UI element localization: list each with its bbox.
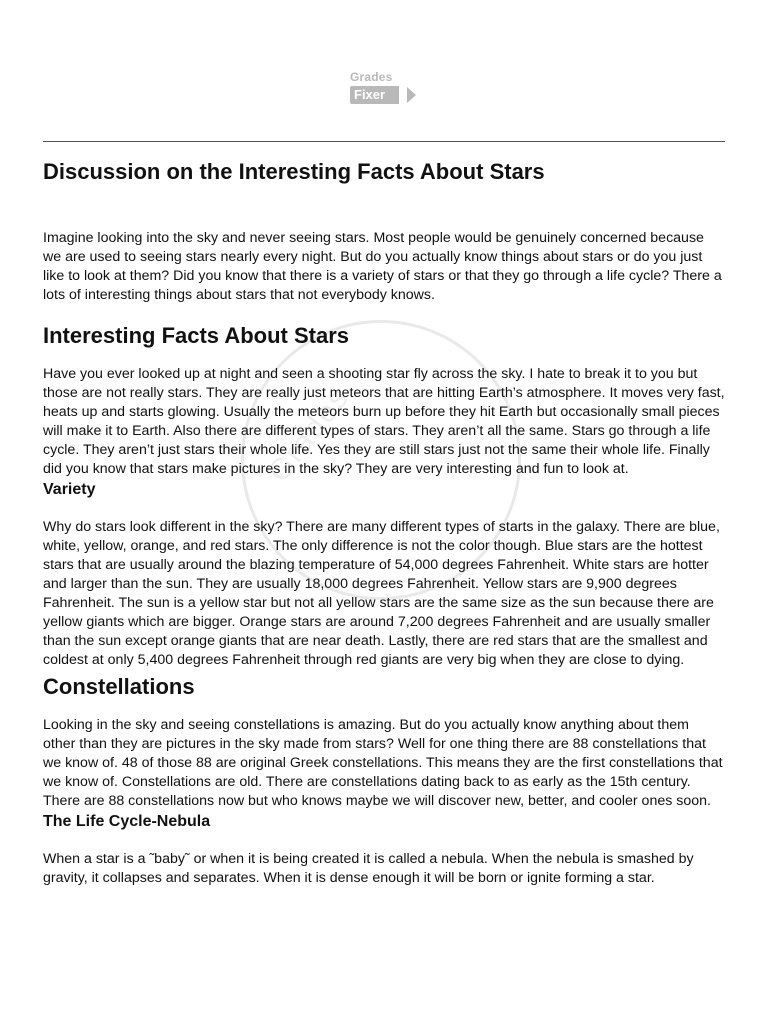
document-body (43, 155, 725, 888)
section-heading-interesting-facts: Interesting Facts About Stars (43, 323, 350, 348)
logo-box-text: Fixer (350, 86, 399, 104)
section-paragraph-life-cycle: When a star is a ˜baby˜ or when it is being created it is called a nebula. When the nebula is smashed by gravity, it collapses and separates. When it is dense enough it will be born or ignite forming a star. (43, 851, 694, 886)
section-heading-variety: Variety (43, 481, 96, 498)
section-paragraph-interesting-facts: Have you ever looked up at night and seen a shooting star fly across the sky. I hate to break it to you but those are not really stars. They are really just meteors that are hitting Earth’s atmosphere. It moves very fast, heats up and starts glowing. Usually the meteors burn up before they hit Earth but occasionally small pieces will make it to Earth. Also there are different types of stars. They aren’t all the same. Stars go through a life cycle. They aren’t just stars their whole life. Yes they are still stars just not the same their whole life. Finally did you know that stars make pictures in the sky? They are very interesting and fun to look at. (43, 366, 725, 477)
gradesfixer-logo (347, 70, 423, 108)
page-title: Discussion on the Interesting Facts About Stars (43, 159, 545, 184)
section-paragraph-variety: Why do stars look different in the sky? There are many different types of starts in the galaxy. There are blue, white, yellow, orange, and red stars. The only difference is not the color though. Blue stars are the hottest stars that are usually around the blazing temperature of 54,000 degrees Fahrenheit. White stars are hotter and larger than the sun. They are usually 18,000 degrees Fahrenheit. Yellow stars are 9,900 degrees Fahrenheit. The sun is a yellow star but not all yellow stars are the same size as the sun because there are yellow giants which are bigger. Orange stars are around 7,200 degrees Fahrenheit and are usually smaller than the sun except orange giants that are near death. Lastly, there are red stars that are the smallest and coldest at only 5,400 degrees Fahrenheit through red giants are very big when they are close to dying. (43, 519, 720, 668)
header-divider (43, 141, 725, 142)
logo-arrow-icon (407, 87, 416, 103)
section-paragraph-constellations: Looking in the sky and seeing constellations is amazing. But do you actually know anything about them other than they are pictures in the sky made from stars? Well for one thing there are 88 constellations that we know of. 48 of those 88 are original Greek constellations. This means they are the first constellations that we know of. Constellations are old. There are constellations dating back to as early as the 15th century. There are 88 constellations now but who knows maybe we will discover new, better, and cooler ones soon. (43, 717, 723, 809)
section-heading-life-cycle: The Life Cycle-Nebula (43, 813, 211, 830)
logo-top-text: Grades (350, 70, 393, 84)
watermark-text: Grades (262, 381, 356, 489)
intro-paragraph: Imagine looking into the sky and never seeing stars. Most people would be genuinely concerned because we are used to seeing stars nearly every night. But do you actually know things about stars or do you just like to look at them? Did you know that there is a variety of stars or that they go through a life cycle? There a lots of interesting things about stars that not everybody knows. (43, 230, 722, 303)
section-heading-constellations: Constellations (43, 674, 195, 699)
